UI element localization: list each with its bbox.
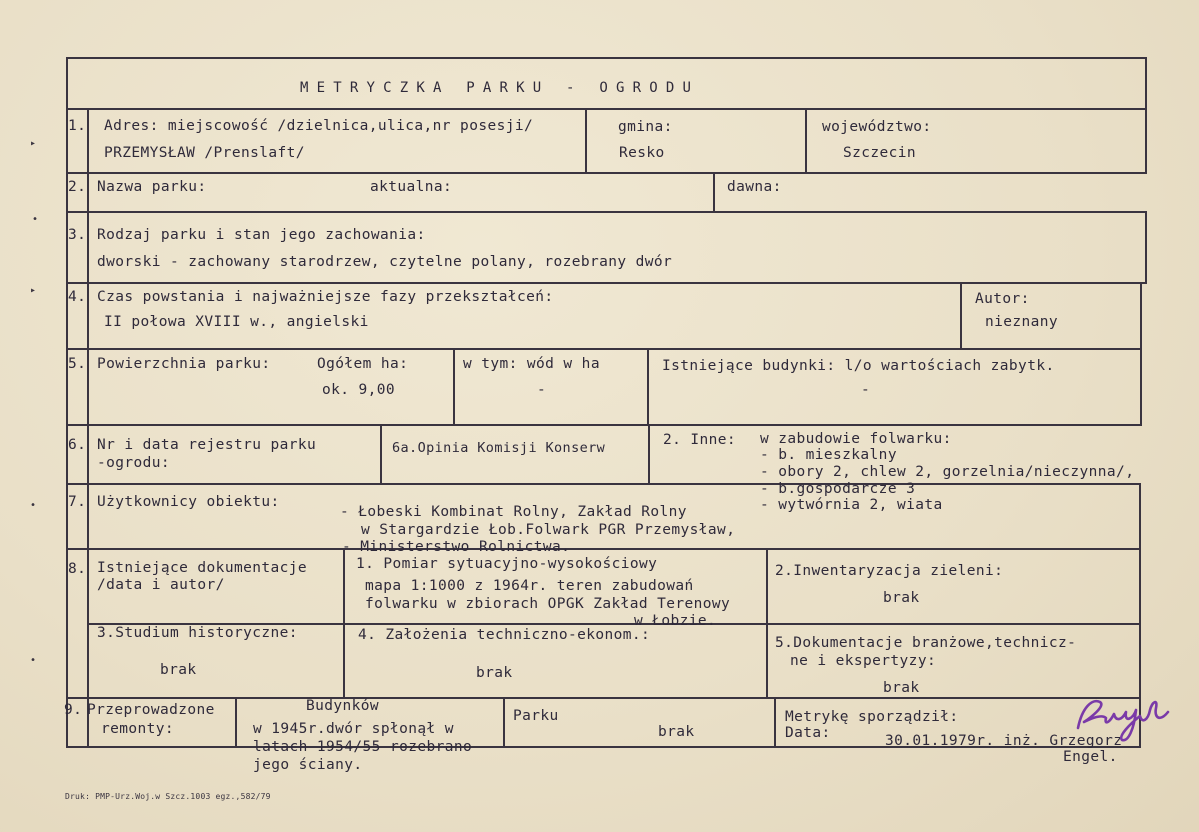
- gmina-value: Resko: [619, 145, 665, 161]
- conservation-opinion-label: 6a.Opinia Komisji Konserw: [392, 440, 606, 456]
- prepared-by-label: Metrykę sporządził:: [785, 709, 959, 725]
- survey-line: folwarku w zbiorach OPGK Zakład Terenowy: [365, 596, 731, 612]
- rule: [805, 110, 807, 172]
- punch-mark: •: [30, 500, 37, 511]
- park-type-value: dworski - zachowany starodrzew, czytelne polany, rozebrany dwór: [97, 254, 673, 270]
- park-renovation-label: Parku: [513, 708, 559, 724]
- other-line: - b.gospodarcze 3: [760, 481, 916, 497]
- section-number: 4.: [68, 289, 87, 305]
- rule: [774, 699, 776, 748]
- other-line: - b. mieszkalny: [760, 447, 897, 463]
- rule: [1145, 57, 1147, 174]
- punch-mark: •: [32, 214, 39, 225]
- buildings-renovation-line: w 1945r.dwór spłonął w: [253, 721, 454, 737]
- rule: [647, 348, 649, 425]
- punch-mark: ▸: [30, 285, 37, 296]
- park-type-label: Rodzaj parku i stan jego zachowania:: [97, 227, 426, 243]
- rule: [1140, 282, 1142, 425]
- area-label: Powierzchnia parku:: [97, 356, 271, 372]
- rule: [66, 57, 1147, 59]
- buildings-renovation-line: latach 1954/55 rozebrano: [253, 739, 473, 755]
- rule: [66, 57, 68, 747]
- section-number: 6.: [68, 437, 87, 453]
- total-area-label: Ogółem ha:: [317, 356, 409, 372]
- buildings-renovation-line: jego ściany.: [253, 757, 363, 773]
- rule: [453, 348, 455, 425]
- rule: [713, 172, 715, 212]
- greenery-inventory-label: 2.Inwentaryzacja zieleni:: [775, 563, 1004, 579]
- branch-docs-label: 5.Dokumentacje branżowe,technicz-: [775, 635, 1077, 651]
- former-name-label: dawna:: [727, 179, 782, 195]
- rule: [380, 424, 382, 484]
- punch-mark: •: [30, 655, 37, 666]
- technical-assumptions-value: brak: [476, 665, 513, 681]
- documentation-label-cont: /data i autor/: [97, 577, 225, 593]
- section-number: 5.: [68, 356, 87, 372]
- documentation-label: Istniejące dokumentacje: [97, 560, 307, 576]
- total-area-value: ok. 9,00: [322, 382, 396, 398]
- author-value: nieznany: [985, 314, 1059, 330]
- historical-study-value: brak: [160, 662, 197, 678]
- section-number: 2.: [68, 179, 87, 195]
- users-label: Użytkownicy obiektu:: [97, 494, 280, 510]
- rule: [648, 424, 650, 484]
- print-info: Druk: PMP-Urz.Woj.w Szcz.1003 egz.,582/79: [65, 792, 271, 801]
- park-renovation-value: brak: [658, 724, 695, 740]
- survey-line: 1. Pomiar sytuacyjno-wysokościowy: [356, 556, 658, 572]
- other-line: - wytwórnia 2, wiata: [760, 497, 943, 513]
- survey-line: mapa 1:1000 z 1964r. teren zabudowań: [365, 578, 694, 594]
- author-label: Autor:: [975, 291, 1030, 307]
- registry-label: Nr i data rejestru parku: [97, 437, 317, 453]
- technical-assumptions-label: 4. Założenia techniczno-ekonom.:: [358, 627, 651, 643]
- rule: [66, 483, 1141, 485]
- rule: [585, 110, 587, 172]
- section-number: 7.: [68, 494, 87, 510]
- rule: [235, 699, 237, 748]
- water-area-value: -: [537, 382, 547, 398]
- branch-docs-value: brak: [883, 680, 920, 696]
- registry-label-cont: -ogrodu:: [97, 455, 171, 471]
- gmina-label: gmina:: [618, 119, 673, 135]
- signature-image: [1070, 688, 1180, 748]
- users-line: w Stargardzie Łob.Folwark PGR Przemysław,: [361, 522, 736, 538]
- voivodeship-value: Szczecin: [843, 145, 917, 161]
- other-label: 2. Inne:: [663, 432, 737, 448]
- creation-time-label: Czas powstania i najważniejsze fazy przekształceń:: [97, 289, 554, 305]
- punch-mark: ▸: [30, 138, 37, 149]
- section-number: 1.: [68, 118, 87, 134]
- address-label: Adres: miejscowość /dzielnica,ulica,nr posesji/: [104, 118, 534, 134]
- buildings-value: -: [861, 382, 871, 398]
- rule: [960, 282, 962, 349]
- section-number: 9.: [64, 702, 83, 718]
- other-line: - obory 2, chlew 2, gorzelnia/nieczynna/,: [760, 464, 1135, 480]
- rule: [66, 348, 1142, 350]
- creation-time-value: II połowa XVIII w., angielski: [104, 314, 369, 330]
- rule: [66, 211, 1147, 213]
- renovations-label: Przeprowadzone: [87, 702, 215, 718]
- rule: [503, 699, 505, 748]
- date-label: Data:: [785, 725, 831, 741]
- preparer-surname: Engel.: [1063, 749, 1118, 765]
- survey-line: w Łobzie.: [634, 613, 717, 629]
- renovations-label-cont: remonty:: [101, 721, 175, 737]
- buildings-renovation-label: Budynków: [306, 698, 380, 714]
- buildings-label: Istniejące budynki: l/o wartościach zabytk.: [662, 358, 1055, 374]
- branch-docs-label-cont: ne i ekspertyzy:: [790, 653, 937, 669]
- voivodeship-label: województwo:: [822, 119, 932, 135]
- other-line: w zabudowie folwarku:: [760, 431, 952, 447]
- users-line: - Łobeski Kombinat Rolny, Zakład Rolny: [340, 504, 687, 520]
- form-title: METRYCZKA PARKU - OGRODU: [300, 80, 700, 96]
- rule: [87, 110, 89, 747]
- rule: [66, 548, 1141, 550]
- rule: [66, 172, 1147, 174]
- users-line: - Ministerstwo Rolnictwa.: [342, 539, 571, 555]
- date-value: 30.01.1979r. inż. Grzegorz: [885, 733, 1123, 749]
- section-number: 3.: [68, 227, 87, 243]
- water-area-label: w tym: wód w ha: [463, 356, 600, 372]
- rule: [66, 424, 1142, 426]
- greenery-inventory-value: brak: [883, 590, 920, 606]
- historical-study-label: 3.Studium historyczne:: [97, 625, 298, 641]
- rule: [66, 108, 1147, 110]
- locality-value: PRZEMYSŁAW /Prenslaft/: [104, 145, 305, 161]
- section-number: 8.: [68, 561, 87, 577]
- park-name-label: Nazwa parku:: [97, 179, 207, 195]
- rule: [1139, 483, 1141, 549]
- current-name-label: aktualna:: [370, 179, 453, 195]
- rule: [66, 697, 1141, 699]
- rule: [66, 282, 1147, 284]
- rule: [1145, 211, 1147, 283]
